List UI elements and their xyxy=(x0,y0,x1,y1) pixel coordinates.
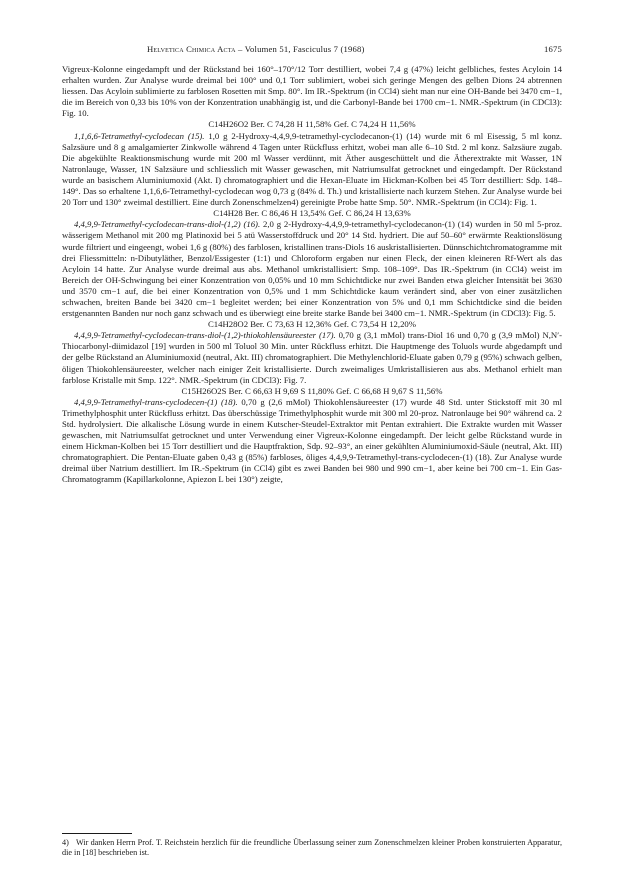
compound-15-title: 1,1,6,6-Tetramethyl-cyclodecan (15). xyxy=(74,130,205,141)
compound-17-title: 4,4,9,9-Tetramethyl-cyclodecan-trans-diol-(1,2)-thiokohlensäureester (17). xyxy=(74,330,336,341)
paragraph-acyloin: Vigreux-Kolonne eingedampft und der Rückstand bei 160°–170°/12 Torr destilliert, wobei 7,4 g (47%) leicht gelbliches, festes Acyloin 14 erhalten wurden. Zur Analyse wurde dreimal bei 100° und 0,1 Torr sublimiert, wobei sich geringe Mengen des gelben Dions 24 abtrennen liessen. Das Acyloin sublimierte zu farblosen Rosetten mit Smp. 80°. Im IR.-Spektrum (in CCl4) sieht man nur eine OH-Bande bei 3470 cm−1, die im Bereich von 0,33 bis 10% von der Konzentration unabhängig ist, und die Carbonyl-Bande bei 1700 cm−1. NMR.-Spektrum (in CDCl3): Fig. 10. xyxy=(62,64,562,119)
paragraph-compound-17 xyxy=(62,330,562,385)
compound-18-text: 0,70 g (2,6 mMol) Thiokohlensäureester (17) wurde 48 Std. unter Stickstoff mit 30 ml Trimethylphosphit unter Rückfluss erhitzt. Das überschüssige Trimethylphosphit wurde mit 300 ml 20-proz. Natronlauge bei 90° während ca. 2 Std. hydrolysiert. Die alkalische Lösung wurde in einem Kutscher-Steudel-Extraktor mit Pentan extrahiert. Die Extrakte wurden mit Wasser gewaschen, mit Natriumsulfat getrocknet und unter Verwendung einer Vigreux-Kolonne eingedampft. Der leicht gelbe Rückstand wurde in einem Hickman-Kolben bei 15 Torr destilliert und die Hauptfraktion, Sdp. 92–93°, an einer gekühlten Aluminiumoxid-Säule (neutral, Akt. III) chromatographiert. Die Pentan-Eluate gaben 0,43 g (85%) farbloses, öliges 4,4,9,9-Tetramethyl-trans-cyclodecen-(1) (18). Zur Analyse wurde dreimal über Natrium destilliert. Im IR.-Spektrum (in CCl4) gibt es zwei Banden bei 980 und 990 cm−1, aber keine bei 700 cm−1. Ein Gas-Chromatogramm (Kapillarkolonne, Apiezon L bei 130°) zeigte, xyxy=(62,396,563,485)
analysis-formula-16: C14H28O2 Ber. C 73,63 H 12,36% Gef. C 73,54 H 12,20% xyxy=(207,319,416,330)
compound-16-title: 4,4,9,9-Tetramethyl-cyclodecan-trans-diol-(1,2) (16). xyxy=(74,219,261,230)
analysis-formula-14: C14H26O2 Ber. C 74,28 H 11,58% Gef. C 74,24 H 11,56% xyxy=(208,119,416,130)
main-text xyxy=(62,64,562,486)
footnote-text: Wir danken Herrn Prof. T. Reichstein herzlich für die freundliche Überlassung seiner zum Zonenschmelzen kleiner Proben konstruierten Apparatur, die in [18] beschrieben ist. xyxy=(62,838,562,858)
paragraph-compound-16 xyxy=(62,219,562,319)
running-header xyxy=(62,44,562,58)
paragraph-compound-15 xyxy=(62,131,562,209)
compound-16-text: 2,0 g 2-Hydroxy-4,4,9,9-tetramethyl-cyclodecanon-(1) (14) wurden in 50 ml 5-proz. wässerigem Methanol mit 200 mg Platinoxid bei 5 atü Wasserstoffdruck und 20° 14 Std. hydriert. Die auf 50–60° erwärmte Reaktionslösung wurde filtriert und eingeengt, wobei 1,6 g (80%) des farblosen, kristallinen trans-Diols 16 auskristallisierten. Dünnschichtchromatogramme mit drei Fliessmitteln: n-Dibutyläther, Benzol/Essigester (1:1) und Chloroform ergaben nur einen Fleck, der einen kleineren Rf-Wert als das Acyloin 14 hatte. Zur Analyse wurde dreimal aus abs. Methanol umkristallisiert: Smp. 108–109°. Das IR.-Spektrum (in CCl4) weist im Bereich der OH-Schwingung bei einer Konzentration von 0,05% und 10 mm Schichtdicke nur zwei Banden etwa gleicher Intensität bei 3630 und 3570 cm−1 auf, die bei einer Konzentration von 0,5% und 1 mm Schichtdicke kaum verändert sind, aber von einer zusätzlichen schwachen, breiten Bande bei 3420 cm−1 begleitet werden; bei einer Konzentration von 5% und 0,1 mm Schichtdicke sind die beiden erstgenannten Banden nur noch ganz schwach und es überwiegt eine breite starke Bande bei 3400 cm−1. NMR.-Spektrum (in CDCl3): Fig. 5. xyxy=(62,219,562,319)
footnote xyxy=(62,838,562,858)
footnote-rule xyxy=(62,833,132,834)
compound-15-text: 1,0 g 2-Hydroxy-4,4,9,9-tetramethyl-cyclodecanon-(1) (14) wurde mit 6 ml Eisessig, 5 ml konz. Salzsäure und 8 g amalgamierter Zinkwolle während 4 Tagen unter Rückfluss erhitzt, wobei man alle 6–10 Std. 2 ml konz. Salzsäure zugab. Die abgekühlte Reaktionsmischung wurde mit 200 ml Wasser verdünnt, mit Äther ausgeschüttelt und die Ätherextrakte mit Wasser, 1N Natronlauge, Wasser, 1N Salzsäure und schliesslich mit Wasser gewaschen, mit Natriumsulfat getrocknet und eingedampft. Der Rückstand wurde an basischem Aluminiumoxid (Akt. I) chromatographiert und die Hexan-Eluate im Hickman-Kolben bei 45 Torr destilliert: Sdp. 148–149°. Das so erhaltene 1,1,6,6-Tetramethyl-cyclodecan wog 0,73 g (84% d. Th.) und kristallisierte nach kurzem Stehen. Zur Analyse wurde bei 20 Torr und 130° zweimal destilliert. Eine durch Zonenschmelzen4) gereinigte Probe hatte Smp. 50°. NMR.-Spektrum (in CCl4): Fig. 1. xyxy=(62,130,563,208)
page-number: 1675 xyxy=(544,44,562,54)
analysis-formula-15: C14H28 Ber. C 86,46 H 13,54% Gef. C 86,24 H 13,63% xyxy=(213,208,411,219)
compound-17-text: 0,70 g (3,1 mMol) trans-Diol 16 und 0,70 g (3,9 mMol) N,N′-Thiocarbonyl-diimidazol [19] wurden in 500 ml Toluol 30 Min. unter Rückfluss erhitzt. Die Hauptmenge des Toluols wurde abgedampft und der gelbe Rückstand an Aluminiumoxid (neutral, Akt. III) chromatographiert. Die Methylenchlorid-Eluate gaben 0,79 g (95%) schwach gelben, öligen Thiokohlensäureester, welcher nach einiger Zeit kristallisierte. Durch zweimaliges Umkristallisieren aus abs. Methanol erhielt man farblose Kristalle mit Smp. 122°. NMR.-Spektrum (in CDCl3): Fig. 7. xyxy=(62,330,562,385)
analysis-formula-17: C15H26O2S Ber. C 66,63 H 9,69 S 11,80% Gef. C 66,68 H 9,67 S 11,56% xyxy=(181,385,443,396)
footnote-marker: 4) xyxy=(62,838,69,847)
compound-18-title: 4,4,9,9-Tetramethyl-trans-cyclodecen-(1) (18). xyxy=(74,396,238,407)
paragraph-compound-18 xyxy=(62,397,562,486)
journal-title: Helvetica Chimica Acta – Volumen 51, Fasciculus 7 (1968) xyxy=(147,44,365,54)
